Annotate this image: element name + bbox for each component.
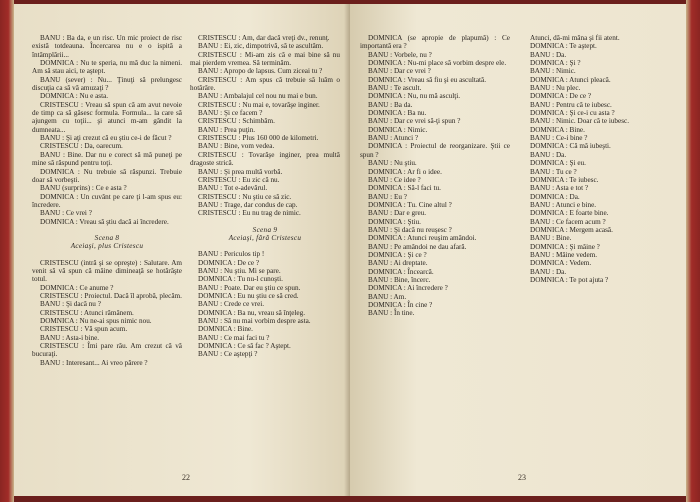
text-line: DOMNICA : Te iubesc. (530, 175, 599, 184)
text-line: BANU : Ba da. (368, 100, 413, 109)
text-line: DOMNICA : Da. (530, 192, 580, 201)
text-line: DOMNICA : Eu nu ştiu ce să cred. (198, 291, 299, 300)
text-line: DOMNICA : Că mă iubeşti. (530, 142, 611, 151)
text-line: BANU : Şi dacă nu ? (40, 300, 101, 309)
text-line: CRISTESCU : Atunci rămânem. (40, 308, 134, 317)
text-line: BANU : Nu ştiu. Mi se pare. (198, 266, 281, 275)
text-line: DOMNICA : Te pot ajuta ? (530, 275, 609, 284)
text-line: BANU : Tu ce ? (530, 167, 577, 176)
text-line: BANU : Dar ce vrei ? (368, 67, 431, 76)
text-line: DOMNICA : Şi ce-i cu asta ? (530, 109, 615, 118)
text-line: BANU : Da. (530, 50, 567, 59)
text-line: BANU : Pentru că te iubesc. (530, 100, 612, 109)
scene-subheading: Aceiaşi, plus Cristescu (70, 242, 144, 251)
text-line: BANU : Bine. Dar nu e corect să mă puneţi pe mine să răspund pentru toţi. (32, 150, 182, 168)
left-page-column-2 (190, 34, 340, 359)
text-line: CRISTESCU : Schimbăm. (198, 117, 275, 126)
text-line: DOMNICA : Bine. (198, 325, 253, 334)
text-line: DOMNICA : Şi mâine ? (530, 242, 600, 251)
right-page (350, 4, 686, 496)
text-line: BANU : Eu ? (368, 192, 407, 201)
text-line: BANU : Ambalajul cel nou nu mai e bun. (198, 92, 318, 101)
text-line: DOMNICA : Să-l faci tu. (368, 184, 441, 193)
text-line: BANU : Ei, zic, dimpotrivă, să te ascultăm. (198, 42, 324, 51)
text-line: DOMNICA : În cine ? (368, 301, 433, 309)
text-line: BANU : Mâine vedem. (530, 250, 598, 259)
text-line: DOMNICA : De ce ? (530, 92, 592, 101)
text-line: DOMNICA : Ba nu. (368, 109, 427, 118)
text-line: DOMNICA : De ce ? (198, 258, 260, 267)
text-line: CRISTESCU : Am spus că trebuie să luăm o hotărâre. (190, 75, 340, 93)
scene-subheading: Aceiaşi, fără Cristescu (228, 233, 302, 242)
text-line: CRISTESCU : Plus 160 000 de kilometri. (198, 134, 319, 143)
text-line: CRISTESCU : Vă spun acum. (40, 325, 128, 334)
text-line: CRISTESCU : Eu zic că nu. (198, 175, 280, 184)
text-line: BANU : Poate. Dar eu ştiu ce spun. (198, 283, 301, 292)
text-line: BANU : Am. (368, 292, 407, 301)
page-number: 22 (182, 473, 190, 482)
text-line: CRISTESCU : Proiectul. Dacă îl aprobă, plecăm. (40, 291, 182, 300)
text-line: BANU : Şi prea multă vorbă. (198, 167, 283, 176)
text-line: BANU : Da. (530, 150, 567, 159)
scene-heading: Scena 8 (94, 233, 120, 242)
text-line: BANU : Te ascult. (368, 84, 422, 93)
text-line: BANU : Nu plec. (530, 84, 581, 93)
text-line: BANU : Bine, vom vedea. (198, 142, 275, 151)
text-line: DOMNICA : Tu. Cine altul ? (368, 200, 452, 209)
text-line: DOMNICA : Ce anume ? (40, 283, 114, 292)
text-line: DOMNICA : Bine. (530, 125, 585, 134)
text-line: DOMNICA : Nimic. (368, 125, 428, 134)
text-line: DOMNICA : Ştiu. (368, 217, 421, 226)
text-line: CRISTESCU : Da, oarecum. (40, 142, 123, 151)
text-line: DOMNICA : Atunci pleacă. (530, 75, 611, 84)
left-page-column-1 (32, 34, 182, 367)
text-line: BANU : Ce mai faci tu ? (198, 333, 270, 342)
text-line: CRISTESCU : Mi-am zis că e mai bine să nu mai pierdem vremea. Să terminăm. (190, 50, 340, 68)
text-line: BANU : Ce idee ? (368, 175, 421, 184)
text-line: DOMNICA : Nu trebuie să răspunzi. Trebuie doar să vorbeşti. (32, 167, 182, 184)
text-line: Atunci, dă-mi mâna şi fii atent. (530, 34, 620, 42)
text-line: BANU : Apropo de lapsus. Cum ziceai tu ? (198, 67, 323, 76)
text-line: DOMNICA : Ai încredere ? (368, 284, 448, 293)
right-page-column-1 (360, 34, 510, 318)
text-line: DOMNICA : Ar fi o idee. (368, 167, 442, 176)
text-line: DOMNICA : Vedem. (530, 259, 592, 268)
text-line: BANU : Ce facem acum ? (530, 217, 606, 226)
text-line: BANU : Ce-i bine ? (530, 134, 588, 143)
text-line: CRISTESCU : Nu mai e, tovarăşe inginer. (198, 100, 320, 109)
text-line: DOMNICA : Tu nu-l cunoşti. (198, 275, 283, 284)
text-line: CRISTESCU : Îmi pare rău. Am crezut că vă bucuraţi. (32, 342, 182, 359)
text-line: DOMNICA : Nu te speria, nu mă duc la nimeni. Am să stau aici, te aştept. (32, 59, 182, 76)
text-line: BANU : Asta e tot ? (530, 184, 589, 193)
text-line: DOMNICA : Şi ce ? (368, 250, 427, 259)
text-line: DOMNICA : Mergem acasă. (530, 225, 613, 234)
text-line: DOMNICA : Proiectul de reorganizare. Ştii ce spun ? (360, 142, 510, 159)
text-line: CRISTESCU : Tovarăşe inginer, prea multă dragoste strică. (190, 150, 340, 168)
text-line: BANU : Şi ce facem ? (198, 109, 263, 118)
text-line: DOMNICA : Ce să fac ? Aştept. (198, 342, 291, 351)
text-line: DOMNICA (se apropie de plapumă) : Ce importantă era ? (360, 34, 510, 51)
text-line: BANU : Dar ce vrei să-ţi spun ? (368, 117, 461, 126)
text-line: BANU : Şi dacă nu reuşesc ? (368, 225, 452, 234)
text-line: CRISTESCU (intră şi se opreşte) : Salutare. Am venit să vă spun că mâine dimineaţă se hotărăşte totul. (32, 258, 182, 284)
text-line: DOMNICA : Nu e asta. (40, 92, 109, 101)
text-line: DOMNICA : Nu ne-ai spus nimic nou. (40, 317, 152, 325)
text-line: BANU : Ce vrei ? (40, 209, 92, 218)
text-line: DOMNICA : Nu-mi place să vorbim despre ele. (368, 59, 507, 68)
text-line: BANU : Atunci ? (368, 134, 419, 143)
text-line: BANU : Trage, dar condus de cap. (198, 200, 298, 209)
text-line: BANU : Dar e greu. (368, 209, 427, 218)
text-line: DOMNICA : Încearcă. (368, 267, 434, 276)
text-line: CRISTESCU : Nu ştiu ce să zic. (198, 192, 292, 201)
text-line: DOMNICA : Şi ? (530, 59, 581, 68)
text-line: BANU : Nu ştiu. (368, 159, 417, 168)
text-line: BANU : Atunci e bine. (530, 200, 597, 209)
text-line: BANU : Bine. (530, 234, 572, 243)
text-line: BANU : Bine, încerc. (368, 275, 431, 284)
text-line: DOMNICA : E foarte bine. (530, 209, 609, 218)
text-line: BANU : Vorbele, nu ? (368, 50, 432, 59)
text-line: BANU : Crede ce vrei. (198, 300, 265, 309)
text-line: CRISTESCU : Eu nu trag de nimic. (198, 209, 301, 218)
text-line: BANU : Tot e-adevărul. (198, 184, 268, 193)
book-cover-right-edge (686, 0, 700, 502)
text-line: DOMNICA : Vreau să ştiu dacă ai încredere. (40, 217, 169, 226)
text-line: BANU : Da. (530, 267, 567, 276)
text-line: BANU : Ba da, e un risc. Un mic proiect de risc există totdeauna. Încercarea nu e o ispită a întâmplării... (32, 34, 182, 59)
text-line: BANU : Periculos tip ! (198, 250, 265, 259)
text-line: BANU : Asta-i bine. (40, 333, 100, 342)
scene-heading: Scena 9 (252, 225, 278, 234)
text-line: BANU : Pe amândoi ne dau afară. (368, 242, 467, 251)
left-page (14, 4, 350, 496)
text-line: BANU : Nimic. Doar că te iubesc. (530, 117, 630, 126)
text-line: DOMNICA : Nu, nu mă asculţi. (368, 92, 461, 101)
text-line: BANU (sever) : Nu... Ţinuţi să prelungesc discuţia ca să vă amuzaţi ? (32, 75, 182, 93)
text-line: BANU : Ce aştepţi ? (198, 350, 258, 359)
page-number: 23 (518, 473, 526, 482)
text-line: BANU (surprins) : Ce e asta ? (40, 184, 127, 193)
text-line: DOMNICA : Atunci reuşim amândoi. (368, 234, 477, 243)
right-page-column-2 (522, 34, 672, 284)
text-line: DOMNICA : Ba nu, vreau să înţeleg. (198, 308, 305, 317)
book-cover-left-edge (0, 0, 14, 502)
text-line: CRISTESCU : Am, dar dacă vreţi dv., renunţ. (198, 34, 330, 42)
text-line: BANU : Ai dreptate. (368, 259, 428, 268)
text-line: BANU : Nimic. (530, 67, 576, 76)
text-line: DOMNICA : Un cuvânt pe care ţi l-am spus eu: încredere. (32, 192, 182, 209)
text-line: BANU : Prea puţin. (198, 125, 256, 134)
text-line: BANU : Interesant... Ai vreo părere ? (40, 358, 148, 367)
text-line: CRISTESCU : Vreau să spun că am avut nevoie de timp ca să găsesc formula. Formula... la care să ajungem cu toţii... şi atunci m-am gândit la dumneata... (32, 100, 182, 134)
text-line: DOMNICA : Vreau să fiu şi eu ascultată. (368, 75, 487, 84)
text-line: BANU : Şi aţi crezut că eu ştiu ce-i de făcut ? (40, 134, 172, 143)
text-line: DOMNICA : Te aştept. (530, 42, 597, 51)
text-line: DOMNICA : Şi eu. (530, 159, 586, 168)
text-line: BANU : Să nu mai vorbim despre asta. (198, 317, 311, 325)
text-line: BANU : În tine. (368, 309, 415, 318)
